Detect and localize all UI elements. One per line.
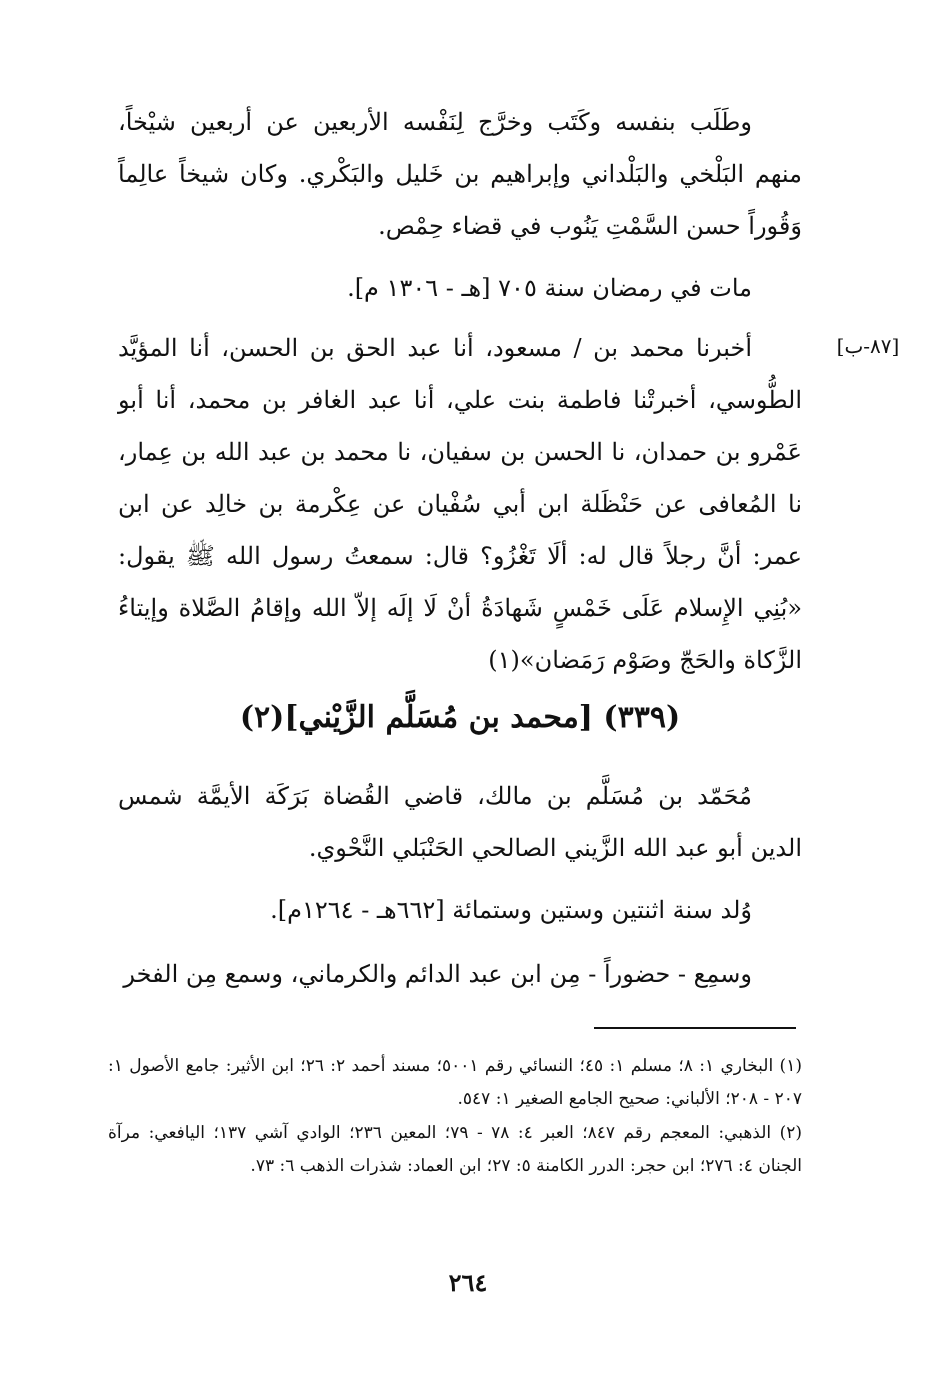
paragraph-text: أخبرنا محمد بن / مسعود، أنا عبد الحق بن الحسن، أنا المؤيَّد الطُّوسي، أخبرتْنا فاطمة بنت علي، أنا عبد الغافر بن محمد، أنا أبو عَمْرو بن حمدان، نا الحسن بن سفيان، نا محمد بن عبد الله بن عِمار، نا المُعافى عن حَنْظَلة ابن أبي سُفْيان عن عِكْرمة بن خالِد عن ابن عمر: أنَّ رجلاً قال له: ألَا تَغْزُو؟ قال: سمعتُ رسول الله ﷺ يقول: «بُنِي الإِسلام عَلَى خَمْسٍ شَهادَةُ أنْ لَا إلَه إلاّ الله وإقامُ الصَّلاة وإيتاءُ الزَّكاة والحَجّ وصَوْم رَمَضان»(١)	[118, 334, 802, 674]
paragraph-text: وطَلَب بنفسه وكَتَب وخرَّج لِنَفْسه الأربعين عن أربعين شيْخاً، منهم البَلْخي والبَلْداني وإبراهيم بن خَليل والبَكْري. وكان شيخاً عالِماً وَقُوراً حسن السَّمْتِ يَنُوب في قضاء حِمْص.	[118, 108, 802, 240]
footnote-1	[108, 1050, 802, 1116]
paragraph-hadith-chain	[118, 322, 802, 686]
paragraph-name-lineage	[118, 770, 802, 874]
footnote-text: (٢) الذهبي: المعجم رقم ٨٤٧؛ العبر ٤: ٧٨ - ٧٩؛ المعين ٢٣٦؛ الوادي آشي ١٣٧؛ اليافعي: مرآة الجنان ٤: ٢٧٦؛ ابن حجر: الدرر الكامنة ٥: ٢٧؛ ابن العماد: شذرات الذهب ٦: ٧٣.	[108, 1123, 803, 1176]
manuscript-folio-marker: [٨٧-ب]	[836, 334, 900, 358]
paragraph-text: وُلد سنة اثنتين وستين وستمائة [٦٦٢هـ - ١٢٦٤م].	[270, 896, 752, 924]
paragraph-studies	[118, 948, 802, 1000]
page-number: ٢٦٤	[448, 1268, 488, 1297]
paragraph-text: وسمِع - حضوراً - مِن ابن عبد الدائم والكرماني، وسمع مِن الفخر	[123, 960, 752, 988]
paragraph-biography-continued	[118, 96, 802, 252]
footnote-2	[108, 1117, 802, 1183]
paragraph-text: مات في رمضان سنة ٧٠٥ [هـ - ١٣٠٦ م].	[347, 274, 752, 302]
paragraph-birth-date	[118, 884, 802, 936]
footnote-text: (١) البخاري ١: ٨؛ مسلم ١: ٤٥؛ النسائي رقم ٥٠٠١؛ مسند أحمد ٢: ٢٦؛ ابن الأثير: جامع الأصول ١: ٢٠٧ - ٢٠٨؛ الألباني: صحيح الجامع الصغير ١: ٥٤٧.	[108, 1056, 802, 1109]
entry-heading: (٣٣٩) [محمد بن مُسَلَّم الزَّيْني](٢)	[239, 700, 681, 735]
footnote-separator	[594, 1027, 796, 1029]
paragraph-text: مُحَمّد بن مُسَلَّم بن مالك، قاضي القُضاة بَرَكَة الأيمَّة شمس الدين أبو عبد الله الزَّيني الصالحي الحَنْبَلي النَّحْوي.	[118, 782, 802, 862]
paragraph-death-date	[118, 262, 802, 314]
